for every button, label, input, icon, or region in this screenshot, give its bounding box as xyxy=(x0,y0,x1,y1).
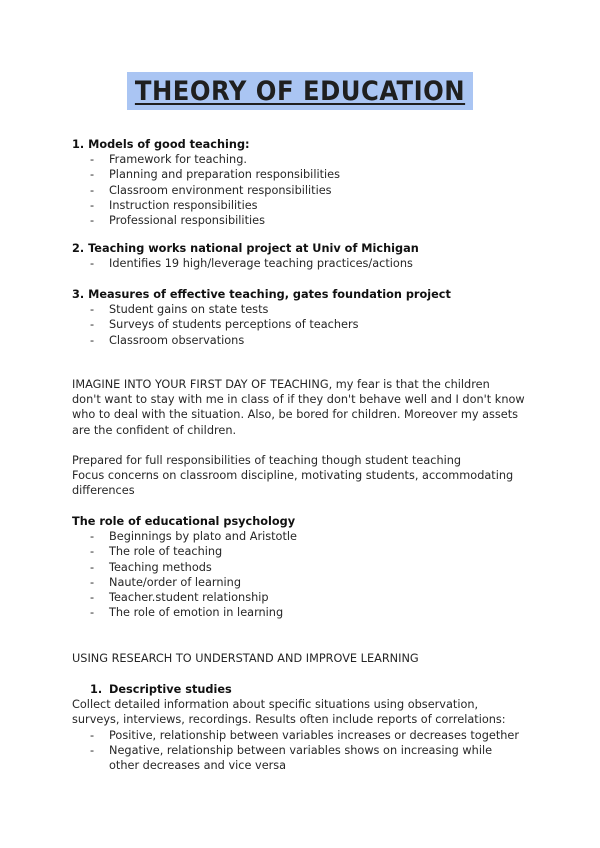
section-teaching-works xyxy=(72,241,532,271)
dash-marker: - xyxy=(90,333,95,347)
section-heading: The role of educational psychology xyxy=(72,515,296,528)
dash-marker: - xyxy=(90,606,95,620)
list-item xyxy=(72,743,542,758)
list-item xyxy=(72,529,532,544)
paragraph-line: IMAGINE INTO YOUR FIRST DAY OF TEACHING, my fear is that the children xyxy=(72,378,490,391)
dash-marker: - xyxy=(90,303,95,317)
list-item xyxy=(72,167,532,182)
dash-marker: - xyxy=(90,728,95,742)
list-item xyxy=(72,728,542,743)
list-item-text: Planning and preparation responsibilities xyxy=(109,168,340,182)
paragraph-line: are the confident of children. xyxy=(72,423,237,437)
list-item-text: Identifies 19 high/leverage teaching practices/actions xyxy=(109,257,413,271)
list-item-text: Framework for teaching. xyxy=(109,153,247,167)
dash-marker: - xyxy=(90,183,95,197)
list-item-text: other decreases and vice versa xyxy=(109,759,287,773)
list-item xyxy=(72,317,532,332)
page-title: THEORY OF EDUCATION xyxy=(127,72,473,110)
subheading-text: Descriptive studies xyxy=(109,683,232,696)
list-item xyxy=(72,198,532,213)
list-item-text: Naute/order of learning xyxy=(109,575,241,589)
list-item-text: Positive, relationship between variables increases or decreases together xyxy=(109,728,520,742)
list-item xyxy=(72,183,532,198)
paragraph-line: Prepared for full responsibilities of teaching though student teaching xyxy=(72,454,462,467)
dash-marker: - xyxy=(90,591,95,605)
section-psychology xyxy=(72,514,532,620)
list-item-continuation xyxy=(72,758,542,773)
bullet-list xyxy=(72,152,532,228)
list-item-text: Surveys of students perceptions of teachers xyxy=(109,318,359,332)
paragraph-line: differences xyxy=(72,484,135,498)
dash-marker: - xyxy=(90,575,95,589)
list-item xyxy=(72,605,532,620)
paragraph-line: surveys, interviews, recordings. Results often include reports of correlations: xyxy=(72,713,506,727)
list-item-text: The role of teaching xyxy=(109,545,223,559)
list-item-text: Negative, relationship between variables shows on increasing while xyxy=(109,743,493,757)
paragraph-line: Collect detailed information about specific situations using observation, xyxy=(72,698,479,712)
list-item xyxy=(72,560,532,575)
paragraph-line: don't want to stay with me in class of if they don't behave well and I don't know xyxy=(72,393,525,407)
subheading-number: 1. xyxy=(90,683,103,696)
dash-marker: - xyxy=(90,153,95,167)
paragraph-line: Focus concerns on classroom discipline, motivating students, accommodating xyxy=(72,469,514,483)
imagine-paragraph xyxy=(72,377,542,438)
prepared-paragraph xyxy=(72,453,542,499)
list-item xyxy=(72,333,532,348)
list-item xyxy=(72,302,532,317)
section-measures xyxy=(72,287,532,348)
list-item-text: Student gains on state tests xyxy=(109,303,269,317)
dash-marker: - xyxy=(90,168,95,182)
dash-marker: - xyxy=(90,560,95,574)
bullet-list xyxy=(72,529,532,620)
section-heading: 1. Models of good teaching: xyxy=(72,138,250,151)
list-item-text: Classroom observations xyxy=(109,333,245,347)
list-item xyxy=(72,575,532,590)
bullet-list xyxy=(72,728,542,774)
list-item-text: Professional responsibilities xyxy=(109,214,265,228)
list-item xyxy=(72,213,532,228)
list-item xyxy=(72,256,532,271)
list-item xyxy=(72,590,532,605)
list-item-text: Teaching methods xyxy=(109,560,212,574)
list-item xyxy=(72,544,532,559)
list-item-text: Classroom environment responsibilities xyxy=(109,183,332,197)
dash-marker: - xyxy=(90,545,95,559)
dash-marker: - xyxy=(90,257,95,271)
research-heading: USING RESEARCH TO UNDERSTAND AND IMPROVE LEARNING xyxy=(72,652,419,665)
dash-marker: - xyxy=(90,530,95,544)
section-models xyxy=(72,137,532,228)
section-heading: 3. Measures of effective teaching, gates foundation project xyxy=(72,288,451,301)
section-research xyxy=(72,682,542,773)
list-item-text: Instruction responsibilities xyxy=(109,198,258,212)
list-item-text: Teacher.student relationship xyxy=(109,591,269,605)
title-wrap xyxy=(0,72,600,110)
dash-marker: - xyxy=(90,214,95,228)
dash-marker: - xyxy=(90,318,95,332)
bullet-list xyxy=(72,256,532,271)
list-item xyxy=(72,152,532,167)
paragraph-line: who to deal with the situation. Also, be bored for children. Moreover my assets xyxy=(72,408,519,422)
numbered-subheading xyxy=(72,682,542,697)
dash-marker: - xyxy=(90,198,95,212)
list-item-text: Beginnings by plato and Aristotle xyxy=(109,530,297,544)
list-item-text: The role of emotion in learning xyxy=(109,606,284,620)
bullet-list xyxy=(72,302,532,348)
section-heading: 2. Teaching works national project at Univ of Michigan xyxy=(72,242,419,255)
dash-marker: - xyxy=(90,743,95,757)
